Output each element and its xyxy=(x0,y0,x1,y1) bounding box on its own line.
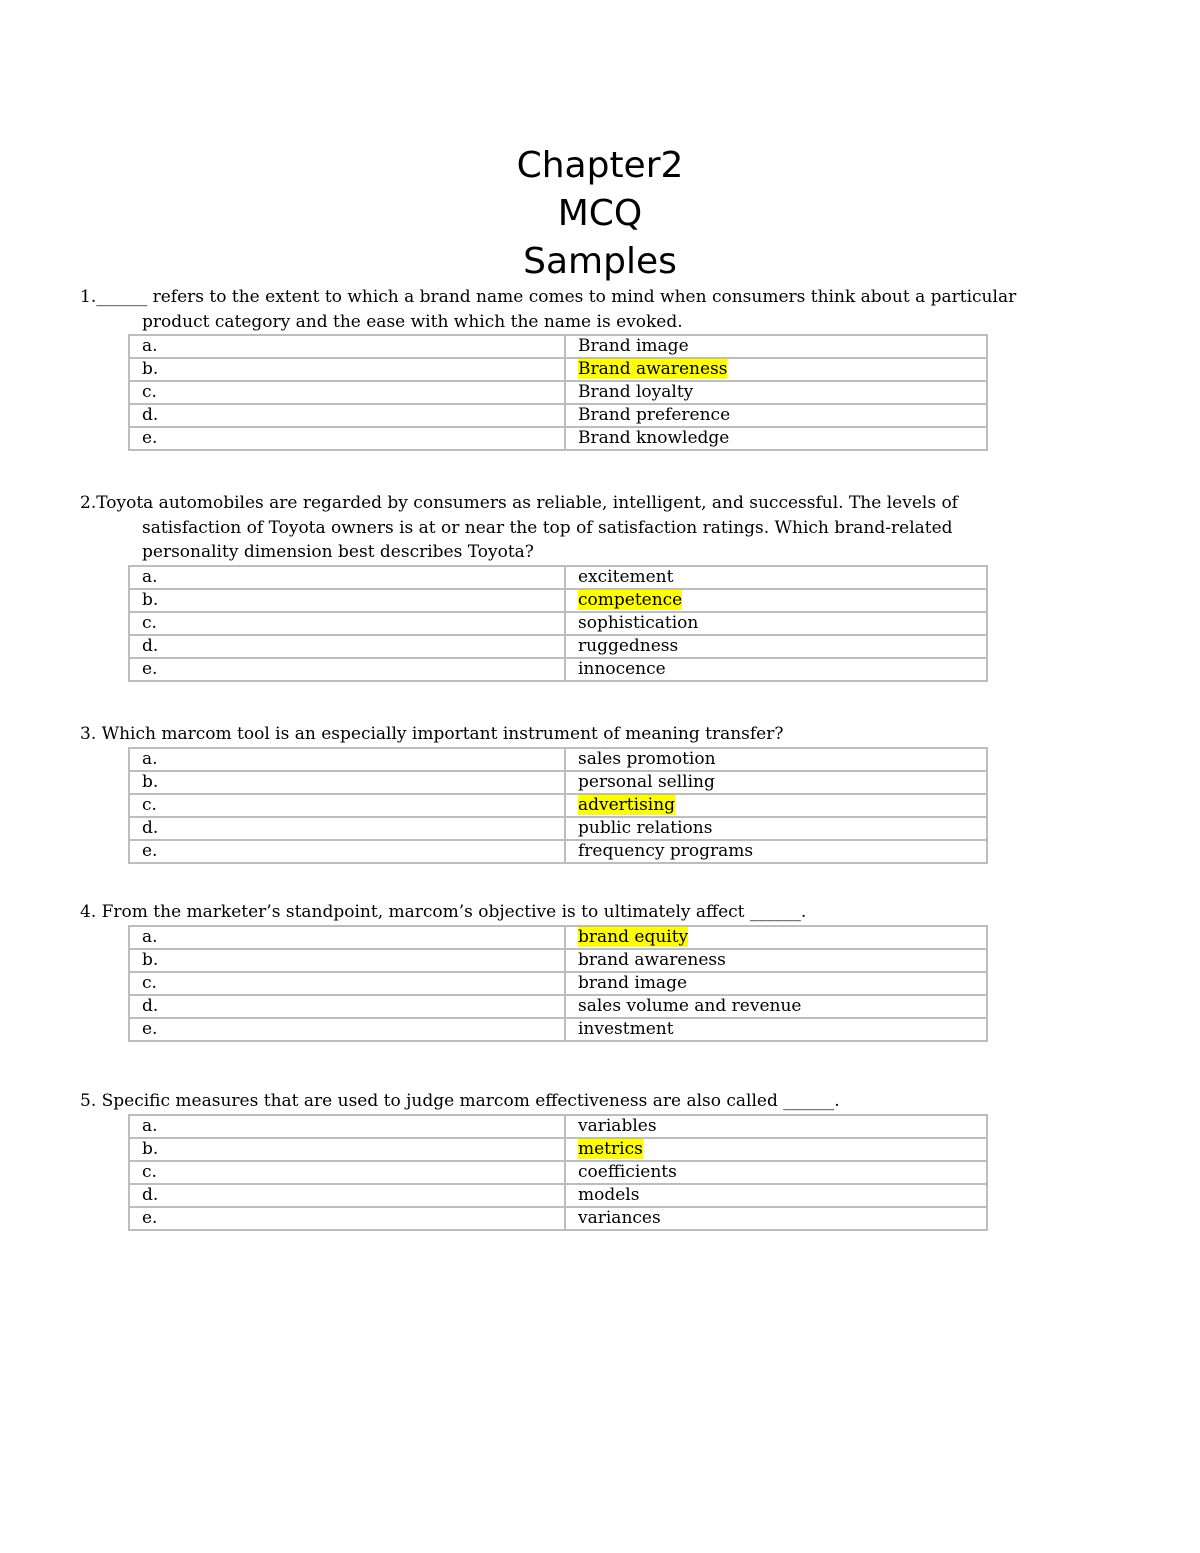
option-letter: b. xyxy=(129,949,565,972)
option-cell xyxy=(565,1115,987,1138)
options-table xyxy=(128,747,988,864)
option-row xyxy=(129,1138,987,1161)
document-title xyxy=(0,142,1200,286)
option-cell xyxy=(565,1138,987,1161)
option-letter: e. xyxy=(129,658,565,681)
option-cell xyxy=(565,381,987,404)
question-text: 5. Specific measures that are used to judge marcom effectiveness are also called ______. xyxy=(80,1091,840,1111)
options-table xyxy=(128,925,988,1042)
option-letter: e. xyxy=(129,1018,565,1041)
option-letter: c. xyxy=(129,1161,565,1184)
question-2 xyxy=(80,491,1040,682)
option-row xyxy=(129,1018,987,1041)
option-text-highlighted: competence xyxy=(578,589,683,610)
option-text: excitement xyxy=(578,566,674,587)
option-letter: d. xyxy=(129,635,565,658)
title-line-chapter: Chapter2 xyxy=(516,145,684,186)
option-row xyxy=(129,949,987,972)
option-letter: b. xyxy=(129,589,565,612)
question-1 xyxy=(80,285,1040,451)
option-text: Brand knowledge xyxy=(578,428,730,449)
option-cell xyxy=(565,817,987,840)
option-row xyxy=(129,335,987,358)
option-row xyxy=(129,995,987,1018)
option-text-highlighted: brand equity xyxy=(578,926,689,947)
title-line-mcq: MCQ xyxy=(557,193,643,234)
option-text: public relations xyxy=(578,817,713,838)
option-cell xyxy=(565,635,987,658)
option-letter: b. xyxy=(129,771,565,794)
question-3 xyxy=(80,722,1040,864)
option-row xyxy=(129,840,987,863)
option-letter: a. xyxy=(129,1115,565,1138)
option-row xyxy=(129,771,987,794)
option-letter: e. xyxy=(129,1207,565,1230)
option-row xyxy=(129,658,987,681)
option-text: brand image xyxy=(578,972,688,993)
options-table xyxy=(128,565,988,682)
option-letter: c. xyxy=(129,794,565,817)
question-5 xyxy=(80,1089,1040,1231)
option-text: brand awareness xyxy=(578,949,726,970)
option-letter: c. xyxy=(129,972,565,995)
option-letter: a. xyxy=(129,566,565,589)
option-row xyxy=(129,589,987,612)
option-letter: c. xyxy=(129,381,565,404)
option-text: personal selling xyxy=(578,771,715,792)
option-cell xyxy=(565,840,987,863)
question-text: 4. From the marketer’s standpoint, marcom’s objective is to ultimately affect ______. xyxy=(80,902,807,922)
option-text-highlighted: metrics xyxy=(578,1138,643,1159)
option-letter: d. xyxy=(129,404,565,427)
option-text: Brand preference xyxy=(578,405,731,426)
option-row xyxy=(129,427,987,450)
option-row xyxy=(129,358,987,381)
option-cell xyxy=(565,949,987,972)
option-cell xyxy=(565,1161,987,1184)
option-text: models xyxy=(578,1184,640,1205)
option-text: variances xyxy=(578,1207,661,1228)
option-text: Brand loyalty xyxy=(578,382,694,403)
option-cell xyxy=(565,794,987,817)
option-letter: e. xyxy=(129,840,565,863)
option-text: variables xyxy=(578,1115,657,1136)
option-row xyxy=(129,1207,987,1230)
option-row xyxy=(129,381,987,404)
option-row xyxy=(129,926,987,949)
option-text: innocence xyxy=(578,658,666,679)
options-table xyxy=(128,334,988,451)
question-4 xyxy=(80,900,1040,1042)
option-text-highlighted: advertising xyxy=(578,794,676,815)
title-line-samples: Samples xyxy=(523,241,677,282)
option-row xyxy=(129,404,987,427)
option-cell xyxy=(565,926,987,949)
option-letter: b. xyxy=(129,1138,565,1161)
option-letter: b. xyxy=(129,358,565,381)
option-row xyxy=(129,566,987,589)
question-text: 1.______ refers to the extent to which a brand name comes to mind when consumers think about a particular product category and the ease with which the name is evoked. xyxy=(80,287,1022,332)
option-row xyxy=(129,972,987,995)
option-letter: d. xyxy=(129,995,565,1018)
options-table xyxy=(128,1114,988,1231)
option-cell xyxy=(565,1184,987,1207)
option-letter: a. xyxy=(129,926,565,949)
option-row xyxy=(129,1115,987,1138)
option-row xyxy=(129,817,987,840)
option-row xyxy=(129,635,987,658)
option-cell xyxy=(565,589,987,612)
option-cell xyxy=(565,995,987,1018)
option-letter: c. xyxy=(129,612,565,635)
option-row xyxy=(129,748,987,771)
option-row xyxy=(129,1161,987,1184)
option-text: sales volume and revenue xyxy=(578,995,802,1016)
option-cell xyxy=(565,658,987,681)
question-text: 2.Toyota automobiles are regarded by consumers as reliable, intelligent, and successful. The levels of satisfaction of Toyota owners is at or near the top of satisfaction ratings. Which brand-related personality dimension best describes Toyota? xyxy=(80,493,964,563)
option-text: frequency programs xyxy=(578,840,754,861)
option-cell xyxy=(565,972,987,995)
option-text: sales promotion xyxy=(578,748,716,769)
option-cell xyxy=(565,427,987,450)
option-text: sophistication xyxy=(578,612,699,633)
option-cell xyxy=(565,748,987,771)
question-text: 3. Which marcom tool is an especially important instrument of meaning transfer? xyxy=(80,724,784,744)
option-cell xyxy=(565,1207,987,1230)
option-cell xyxy=(565,1018,987,1041)
option-letter: d. xyxy=(129,1184,565,1207)
option-row xyxy=(129,1184,987,1207)
option-text: investment xyxy=(578,1018,674,1039)
option-cell xyxy=(565,404,987,427)
option-cell xyxy=(565,612,987,635)
option-letter: a. xyxy=(129,748,565,771)
option-text: ruggedness xyxy=(578,635,679,656)
option-cell xyxy=(565,771,987,794)
option-letter: e. xyxy=(129,427,565,450)
option-letter: d. xyxy=(129,817,565,840)
option-row xyxy=(129,794,987,817)
option-row xyxy=(129,612,987,635)
option-text: coefficients xyxy=(578,1161,677,1182)
option-cell xyxy=(565,566,987,589)
option-cell xyxy=(565,335,987,358)
option-letter: a. xyxy=(129,335,565,358)
option-text: Brand image xyxy=(578,336,689,357)
option-text-highlighted: Brand awareness xyxy=(578,359,728,380)
option-cell xyxy=(565,358,987,381)
